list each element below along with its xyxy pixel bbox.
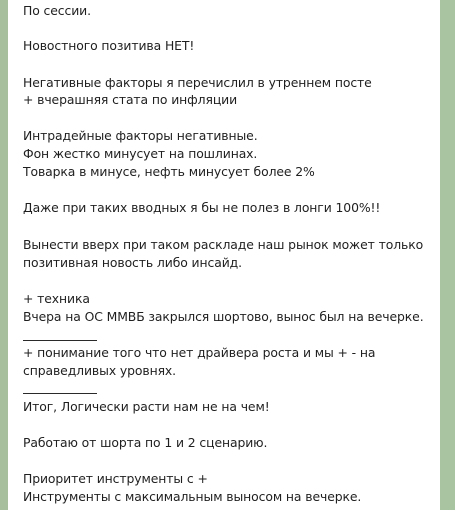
- text-line: Приоритет инструменты с +: [23, 471, 208, 486]
- text-line: Товарка в минусе, нефть минусует более 2%: [23, 164, 315, 179]
- separator-line: [23, 393, 97, 394]
- text-line: Интрадейные факторы негативные.: [23, 128, 258, 143]
- text-line: Вынести вверх при таком раскладе наш рынок может только: [23, 237, 424, 252]
- text-line: Фон жестко минусует на пошлинах.: [23, 146, 258, 161]
- text-line: Даже при таких вводных я бы не полез в лонги 100%!!: [23, 200, 381, 215]
- text-line: + вчерашняя стата по инфляции: [23, 92, 238, 107]
- text-line: Новостного позитива НЕТ!: [23, 38, 195, 53]
- text-line: Инструменты с максимальным выносом на вечерке.: [23, 489, 362, 504]
- text-line: Негативные факторы я перечислил в утреннем посте: [23, 75, 372, 90]
- text-line: По сессии.: [23, 3, 91, 18]
- text-line: позитивная новость либо инсайд.: [23, 255, 242, 270]
- chat-background-left: [0, 0, 8, 510]
- separator-line: [23, 340, 97, 341]
- message-bubble: [8, 0, 440, 510]
- text-line: + понимание того что нет драйвера роста и мы + - на: [23, 345, 376, 360]
- chat-background-right: [440, 0, 455, 510]
- text-line: Вчера на ОС ММВБ закрылся шортово, вынос был на вечерке.: [23, 309, 424, 324]
- text-line: Итог, Логически расти нам не на чем!: [23, 399, 270, 414]
- text-line: Работаю от шорта по 1 и 2 сценарию.: [23, 435, 268, 450]
- text-line: + техника: [23, 291, 90, 306]
- text-line: справедливых уровнях.: [23, 363, 177, 378]
